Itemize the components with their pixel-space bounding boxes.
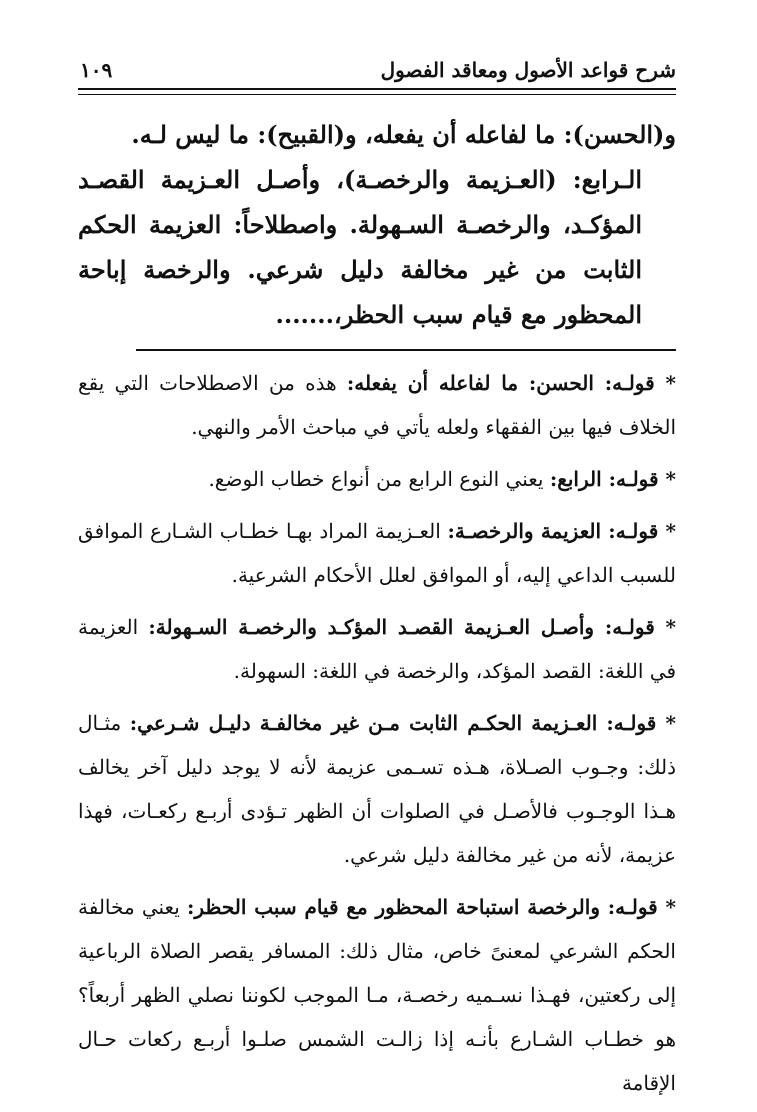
note-lead: * قولـه: العـزيمة الحكـم الثابت مـن غير مخالفـة دليـل شـرعي:: [129, 711, 676, 735]
note-text: مثـال ذلك: وجـوب الصـلاة، هـذه تسـمى عزيمة لأنه لا يوجد دليل آخر يخالف هـذا الوجـوب فالأصـل في الصلوات أن الظهر تـؤدى أربـع ركعـات، فهذا عزيمة، لأنه من غير مخالفة دليل شرعي.: [78, 711, 676, 867]
commentary-notes: [78, 361, 676, 1105]
running-title: شرح قواعد الأصول ومعاقد الفصول: [380, 58, 676, 82]
note-paragraph: [78, 701, 676, 877]
note-paragraph: [78, 605, 676, 693]
note-text: العـزيمة المراد بهـا خطـاب الشـارع الموافق للسبب الداعي إليه، أو الموافق لعلل الأحكام الشرعية.: [78, 519, 676, 587]
note-text: هذه من الاصطلاحات التي يقع الخلاف فيها بين الفقهاء ولعله يأتي في مباحث الأمر والنهي.: [78, 371, 676, 439]
main-text-line: و(الحسن): ما لفاعله أن يفعله، و(القبيح): ما ليس لـه.: [131, 120, 676, 149]
note-lead: * قولـه: وأصـل العـزيمة القصـد المؤكـد والرخصـة السـهولة:: [148, 615, 677, 639]
footnote-divider: [136, 349, 676, 351]
main-text: [78, 112, 676, 337]
note-text: العزيمة في اللغة: القصد المؤكد، والرخصة في اللغة: السهولة.: [78, 615, 676, 683]
note-text: يعني النوع الرابع من أنواع خطاب الوضع.: [208, 467, 544, 491]
book-page: [78, 54, 676, 1094]
note-text: يعني مخالفة الحكم الشرعي لمعنىً خاص، مثال ذلك: المسافر يقصر الصلاة الرباعية إلى ركعتين، فهـذا نسـميه رخصـة، مـا الموجب لكوننا نصلي الظهر أربعاً؟ هو خطـاب الشـارع بأنـه إذا زالـت الشمس صلـوا أربـع ركعات حـال الإقامة: [78, 895, 676, 1095]
note-lead: * قولـه: والرخصة استباحة المحظور مع قيام سبب الحظر:: [187, 895, 677, 919]
note-paragraph: [78, 361, 676, 449]
page-header: [78, 54, 676, 90]
note-lead: * قولـه: العزيمة والرخصـة:: [447, 519, 677, 543]
note-paragraph: [78, 457, 676, 501]
note-paragraph: [78, 509, 676, 597]
note-lead: * قولـه: الرابع:: [549, 467, 676, 491]
note-paragraph: [78, 885, 676, 1105]
note-lead: * قولـه: الحسن: ما لفاعله أن يفعله:: [346, 371, 676, 395]
main-text-paragraph: الـرابع: (العـزيمة والرخصـة)، وأصـل العـزيمة القصـد المؤكـد، والرخصـة السـهولة. واصطلاحاً: العزيمة الحكم الثابت من غير مخالفة دليل شرعي. والرخصة إباحة المحظور مع قيام سبب الحظر،.......: [78, 165, 642, 329]
page-number: ١٠٩: [80, 58, 113, 82]
